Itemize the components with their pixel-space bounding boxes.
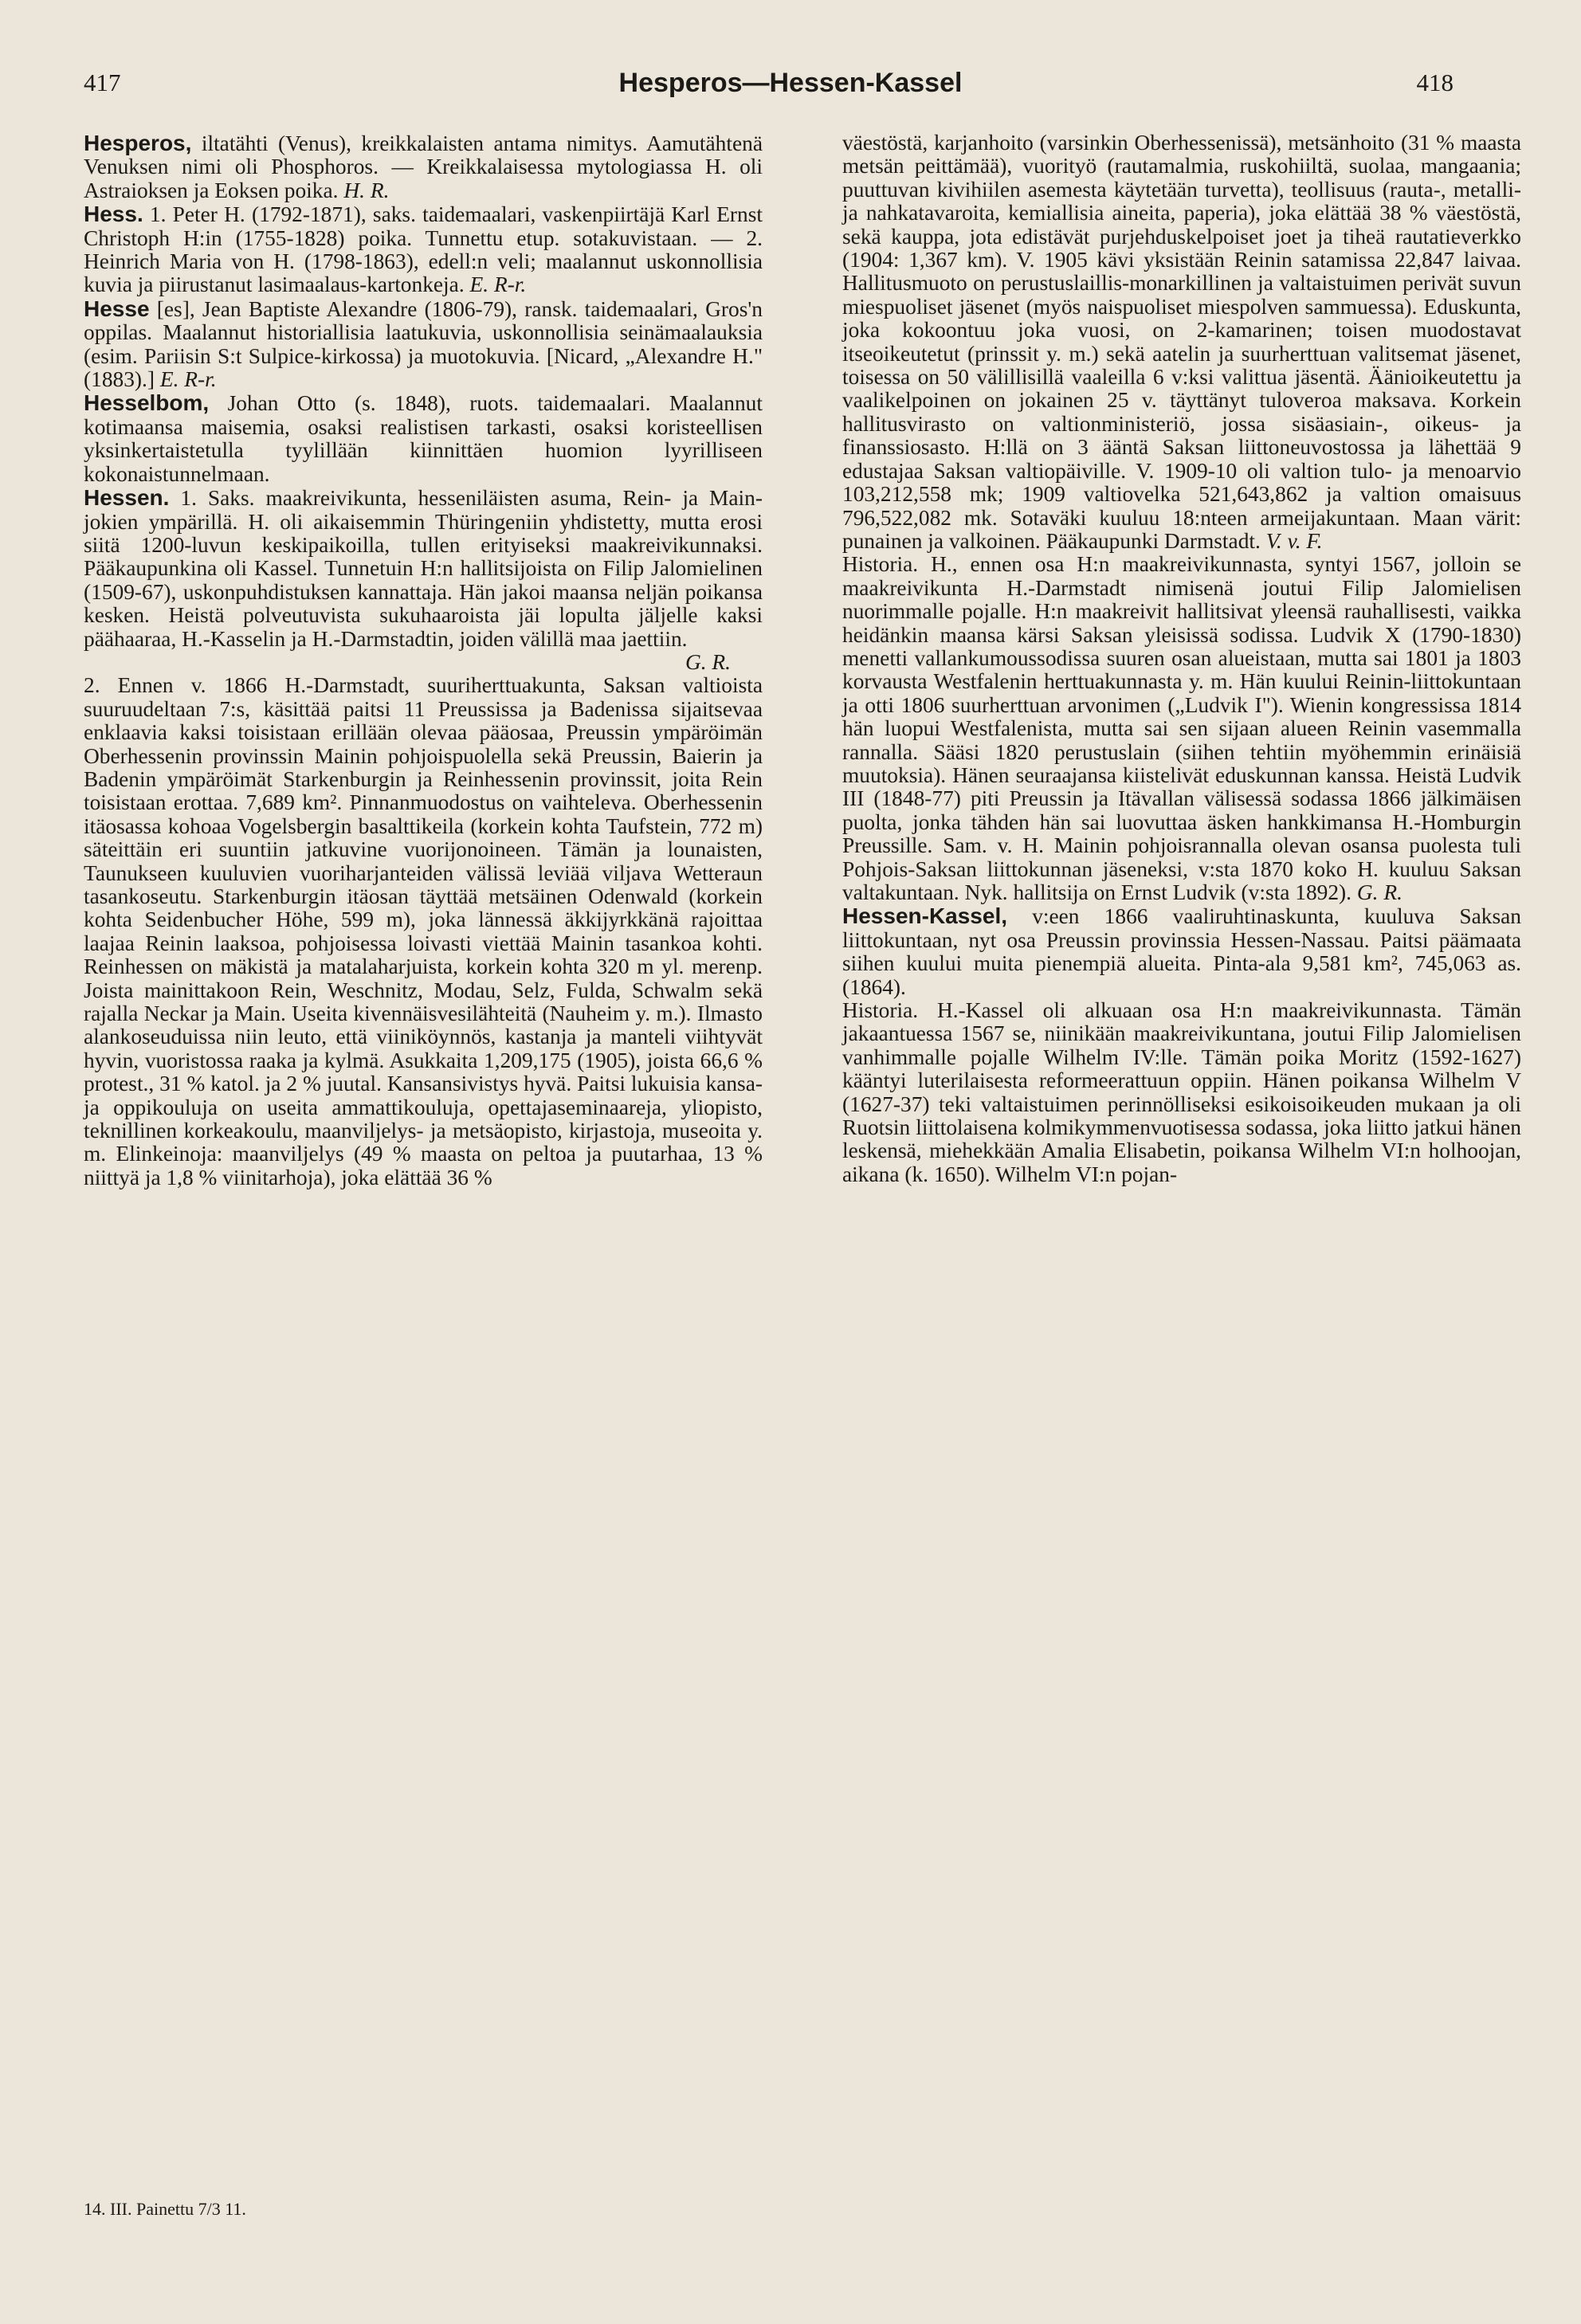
entry-headword: Hesperos, [84, 131, 192, 155]
entry-headword: Hessen. [84, 485, 170, 511]
entry-text: Historia. H., ennen osa H:n maakreivikunnasta, syntyi 1567, jolloin se maakreivikunta H.-Darmstadt nimisenä joutui Filip Jalomielisen nuorimmalle pojalle. H:n maakreivit hallitsivat yleensä rauhallisesti, vaikka heidänkin maansa kärsi Saksan yleisissä sodissa. Ludvik X (1790-1830) menetti vallankumoussodissa suuren osan alueistaan, mutta sai 1801 ja 1803 korvausta Westfalenin herttuakunnasta y. m. Hän kuului Reinin-liittokuntaan ja otti 1806 suurherttuan arvonimen („Ludvik I"). Wienin kongressissa 1814 hän luopui Westfalenista, mutta sai sen sijaan alueen Reinin vasemmalla rannalla. Sääsi 1820 perustuslain (siihen tehtiin myöhemmin erinäisiä muutoksia). Hänen seuraajansa kiistelivät eduskunnan kanssa. Heistä Ludvik III (1848-77) piti Preussin ja Itävallan välisessä sodassa 1866 jälkimäisen puolta, jonka tähden hän sai luovuttaa äsken hankkimansa H.-Homburgin Preussille. Sam. v. H. Mainin pohjoisrannalla olevan osansa puolesta tuli Pohjois-Saksan liittokunnan jäseneksi, v:sta 1870 koko H. kuuluu Saksan valtakuntaan. Nyk. hallitsija on Ernst Ludvik (v:sta 1892). [842, 552, 1521, 904]
page-number-right: 418 [1416, 69, 1454, 96]
entry-signature: E. R-r. [469, 272, 527, 297]
entry-text: iltatähti (Venus), kreikkalaisten antama nimitys. Aamutähtenä Venuksen nimi oli Phosphoros. — Kreikkalaisessa mytologiassa H. oli Astraioksen ja Eoksen poika. [84, 131, 763, 202]
entry-signature: H. R. [343, 178, 390, 202]
entry-signature: G. R. [685, 649, 731, 674]
entry-text: [es], Jean Baptiste Alexandre (1806-79), ransk. taidemaalari, Gros'n oppilas. Maalannut historiallisia laatukuvia, uskonnollisia seinämaalauksia (esim. Pariisin S:t Sulpice-kirkossa) ja muotokuvia. [Nicard, „Alexandre H." (1883).] [84, 296, 763, 392]
entry-hessen-continued [842, 131, 1521, 553]
entry-text: v:een 1866 vaaliruhtinaskunta, kuuluva Saksan liittokuntaan, nyt osa Preussin provinssia Hessen-Nassau. Paitsi päämaata siihen kuului muita pienempiä alueita. Pinta-ala 9,581 km², 745,063 as. (1864). [842, 904, 1521, 999]
running-title: Hesperos—Hessen-Kassel [618, 68, 963, 98]
entry-hessen-kassel-historia [842, 999, 1521, 1186]
entry-hessen-kassel [842, 904, 1521, 999]
entry-text: Johan Otto (s. 1848), ruots. taidemaalari. Maalannut kotimaansa maisemia, osaksi realistisen tarkasti, osaksi koristeellisen yksinkertaistetulla tyylillään kiinnittäen huomion lyyrilliseen kokonaistunnelmaan. [84, 391, 763, 486]
entry-headword: Hess. [84, 202, 143, 227]
entry-hesperos [84, 131, 763, 202]
entry-signature: V. v. F. [1265, 528, 1323, 553]
entry-text: väestöstä, karjanhoito (varsinkin Oberhessenissä), metsänhoito (31 % maasta metsän peittämää), vuorityö (rautamalmia, ruskohiiltä, suolaa, mangaania; puuttuvan kivihiilen asemesta käytetään turvetta), teollisuus (rauta-, metalli- ja nahkatavaroita, kemiallisia aineita, paperia), joka elättää 38 % väestöstä, sekä kauppa, jota edistävät purjehduskelpoiset joet ja tiheä rautatieverkko (1904: 1,367 km). V. 1905 kävi yksistään Reinin satamissa 22,847 laivaa. Hallitusmuoto on perustuslaillis-monarkillinen ja valtaistuimen perivät suvun miespuoliset jäsenet (myös naispuoliset miespolven sammuessa). Eduskunta, joka kokoontuu joka vuosi, on 2-kamarinen; toisen muodostavat itseoikeutetut (prinssit y. m.) sekä aatelin ja suurherttuan valitsemat jäsenet, toisessa on 50 välillisillä vaaleilla 6 v:ksi valittua jäsentä. Äänioikeutettu ja vaalikelpoinen on jokainen 25 v. täyttänyt tuloveroa maksava. Korkein hallitusvirasto on valtionministeriö, jossa sisäasiain-, oikeus- ja finanssiosasto. H:llä on 3 ääntä Saksan liittoneuvostossa ja lähettää 9 edustajaa Saksan valtiopäiville. V. 1909-10 oli valtion tulo- ja menoarvio 103,212,558 mk; 1909 valtiovelka 521,643,862 ja valtion omaisuus 796,522,082 mk. Sotaväki kuuluu 18:nteen armeijakuntaan. Maan värit: punainen ja valkoinen. Pääkaupunki Darmstadt. [842, 131, 1521, 553]
entry-hessen-historia [842, 553, 1521, 904]
entry-hess [84, 202, 763, 297]
entry-text: 2. Ennen v. 1866 H.-Darmstadt, suuriherttuakunta, Saksan valtioista suuruudeltaan 7:s, käsittää paitsi 11 Preussissa ja Badenissa sijaitsevaa enklaavia kaksi toisistaan erillään olevaa pääosaa, Preussin ympäröimän Oberhessenin provinssin Mainin pohjoispuolella sekä Preussin, Baierin ja Badenin ympäröimät Starkenburgin ja Reinhessenin provinssit, joita Rein toisistaan erottaa. 7,689 km². Pinnanmuodostus on vaihteleva. Oberhessenin itäosassa kohoaa Vogelsbergin basalttikeila (korkein kohta Taufstein, 772 m) säteittäin eri suuntiin jatkuvine vuorijonoineen. Tämän ja lounaisten, Taunukseen kuuluvien vuoriharjanteiden välissä leviää viljava Wetteraun tasankoseutu. Starkenburgin itäosan täyttää metsäinen Odenwald (korkein kohta Seidenbucher Höhe, 599 m), joka lännessä äkkijyrkkänä rajoittaa laajaa Reinin laaksoa, pohjoisessa loivasti viettää Mainin tasankoa kohti. Reinhessen on mäkistä ja matalaharjuista, korkein kohta 320 m yl. merenp. Joista mainittakoon Rein, Weschnitz, Modau, Selz, Fulda, Schwalm sekä rajalla Neckar ja Main. Useita kivennäisvesilähteitä (Nauheim y. m.). Ilmasto alankoseuduissa niin leuto, että viiniköynnös, kastanja ja manteli viihtyvät hyvin, vuoristossa raaka ja kylmä. Asukkaita 1,209,175 (1905), joista 66,6 % protest., 31 % katol. ja 2 % juutal. Kansansivistys hyvä. Paitsi lukuisia kansa- ja oppikouluja on useita ammattikouluja, opettajaseminaareja, yliopisto, teknillinen korkeakoulu, maanviljelys- ja metsäopisto, kirjastoja, museoita y. m. Elinkeinoja: maanviljelys (49 % maasta on peltoa ja puutarhaa, 13 % niittyä ja 1,8 % viinitarhoja), joka elättää 36 % [84, 673, 763, 1189]
printer-footer: 14. III. Painettu 7/3 11. [84, 2199, 246, 2219]
entry-signature: E. R-r. [159, 367, 217, 392]
entry-text: 1. Saks. maakreivikunta, hesseniläisten asuma, Rein- ja Main-jokien ympärillä. H. oli aikaisemmin Thüringeniin yhdistetty, mutta erosi siitä 1200-luvun keskipaikoilla, tullen erityiseksi maakreivikunnaksi. Pääkaupunkina oli Kassel. Tunnetuin H:n hallitsijoista on Filip Jalomielinen (1509-67), uskonpuhdistuksen kannattaja. Hän jakoi maansa neljän poikansa kesken. Heistä polveutuvista sukuhaaroista jäi lopulta jäljelle kaksi päähaaraa, H.-Kasselin ja H.-Darmstadtin, joiden välillä maa jaettiin. [84, 486, 763, 651]
entry-hesse [84, 297, 763, 392]
entry-hesselbom [84, 391, 763, 486]
entry-headword: Hessen-Kassel, [842, 903, 1008, 929]
right-column [842, 131, 1521, 1186]
entry-headword: Hesse [84, 296, 150, 321]
entry-hessen [84, 486, 763, 674]
entry-hessen-darmstadt [84, 674, 763, 1189]
entry-headword: Hesselbom, [84, 390, 210, 416]
page-number-left: 417 [84, 69, 121, 96]
entry-text: Historia. H.-Kassel oli alkuaan osa H:n maakreivikunnasta. Tämän jakaantuessa 1567 se, niinikään maakreivikuntana, joutui Filip Jalomielisen vanhimmalle pojalle Wilhelm IV:lle. Tämän poika Moritz (1592-1627) kääntyi luterilaisesta reformeerattuun oppiin. Hänen poikansa Wilhelm V (1627-37) teki valtaistuimen perinnölliseksi esikoisoikeuden mukaan ja oli Ruotsin liittolaisena kolmikymmenvuotisessa sodassa, joka liitto jatkui hänen leskensä, miehekkään Amalia Elisabetin, poikansa Wilhelm VI:n holhoojan, aikana (k. 1650). Wilhelm VI:n pojan- [842, 998, 1521, 1186]
left-column [84, 131, 763, 1189]
entry-text: 1. Peter H. (1792-1871), saks. taidemaalari, vaskenpiirtäjä Karl Ernst Christoph H:in (1755-1828) poika. Tunnettu etup. sotakuvistaan. — 2. Heinrich Maria von H. (1798-1863), edell:n veli; maalannut uskonnollisia kuvia ja piirustanut lasimaalaus-kartonkeja. [84, 202, 763, 297]
entry-signature: G. R. [1356, 880, 1402, 904]
